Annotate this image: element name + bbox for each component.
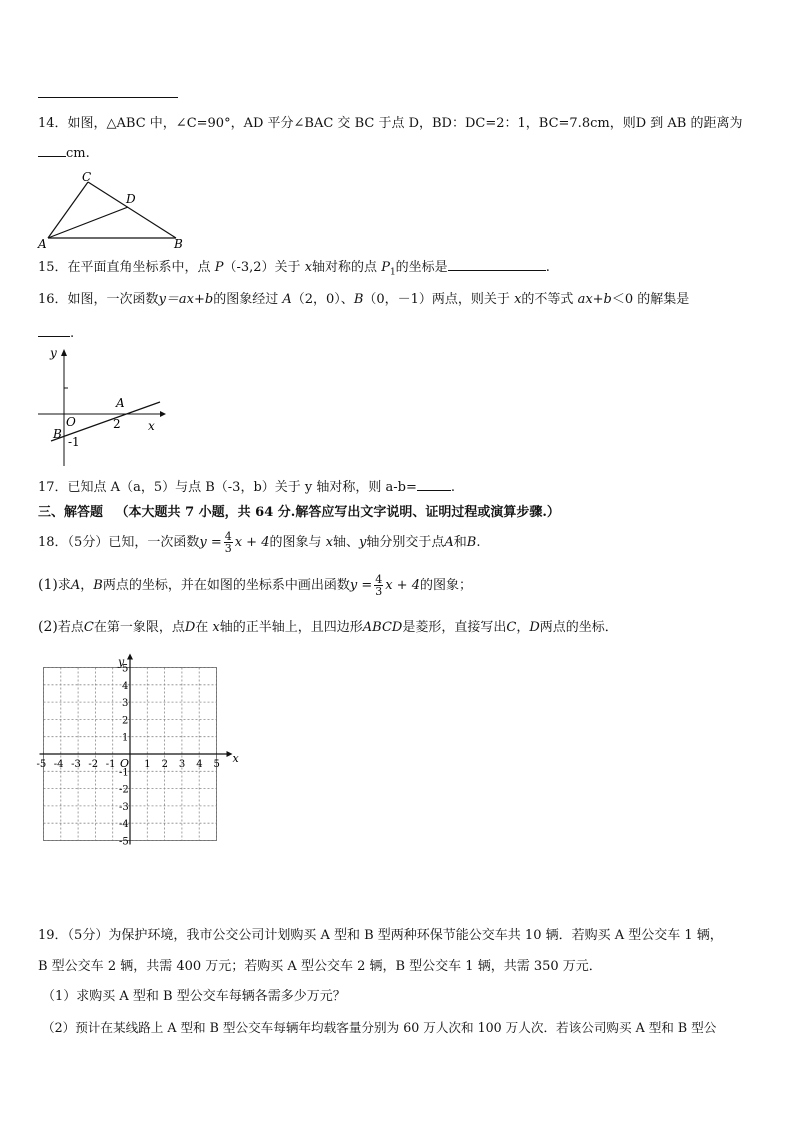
q14-label-A: A — [38, 237, 47, 250]
q16-func: y＝ax+b — [158, 292, 214, 307]
q15-text-b: 关于 — [274, 260, 301, 275]
q18-part2-x: x — [212, 620, 220, 635]
q16-label-y: y — [50, 346, 57, 360]
q15-point-p1: P — [381, 260, 390, 275]
q14-line1 — [38, 116, 742, 132]
q17-answer-blank[interactable] — [417, 490, 451, 491]
q15-line — [38, 260, 550, 281]
grid-x-label: x — [232, 752, 239, 765]
q16-label-neg1: -1 — [68, 435, 80, 449]
q18-part2-d: 轴的正半轴上，且四边形 — [219, 620, 363, 635]
q18-text-a: 已知，一次函数 — [108, 535, 200, 550]
q15-axis: x — [304, 260, 313, 275]
q18-part1-A: A — [70, 578, 81, 593]
section3-heading — [38, 505, 560, 521]
q14-label-C: C — [82, 170, 92, 184]
grid-y-tick-label: 3 — [122, 698, 129, 710]
q18-part1-x-plus: x + 4 — [385, 578, 420, 593]
q18-part2-c: 在 — [195, 620, 209, 635]
q18-part1 — [38, 570, 472, 601]
grid-x-tick-label: 5 — [213, 759, 220, 770]
q15-point-p: P — [214, 260, 224, 275]
q18-part1-B: B — [93, 578, 103, 593]
q19-part1 — [42, 989, 346, 1005]
q18-part1-b: 两点的坐标，并在如图的坐标系中画出函数 — [102, 578, 350, 593]
grid-x-tick-label: 3 — [178, 759, 186, 770]
q14-side-AC — [48, 182, 88, 238]
q18-part2-comma: ， — [516, 620, 530, 635]
q19-part2 — [42, 1020, 716, 1036]
section3-note: （本大题共 7 小题，共 64 分.解答应写出文字说明、证明过程或演算步骤.） — [115, 505, 560, 520]
q16-line1 — [38, 292, 689, 308]
grid-y-tick-label: 1 — [122, 732, 129, 744]
q14-label-B: B — [174, 237, 183, 250]
q16-pt-a-coords: （2，0）、 — [291, 292, 354, 307]
q18-part1-frac-den: 3 — [375, 585, 383, 598]
q16-y-arrow — [61, 349, 67, 356]
q15-text-c: 轴对称的点 — [312, 260, 378, 275]
q18-part1-fraction — [374, 574, 383, 597]
q14-text: 如图，△ABC 中，∠C=90°，AD 平分∠BAC 交 BC 于点 D，BD：DC=2：1，BC=7.8cm，则D 到 AB 的距离为 — [67, 116, 743, 131]
grid-x-tick-label: -2 — [88, 759, 99, 770]
grid-x-tick-label: 4 — [196, 759, 203, 770]
q18-part1-comma: ， — [80, 578, 94, 593]
q18-part2-D2: D — [529, 620, 540, 635]
q18-x-axis: x — [325, 535, 333, 550]
q16-pt-b-coords: （0，－1） — [363, 292, 432, 307]
q18-part2-e: 是菱形，直接写出 — [402, 620, 507, 635]
q19-line2 — [38, 959, 602, 975]
q16-label-b: B — [53, 427, 62, 441]
grid-y-arrow — [127, 654, 133, 660]
q19-line1-text: 为保护环境，我市公交公司计划购买 A 型和 B 型两种环保节能公交车共 10 辆．若购买 A 型公交车 1 辆， — [108, 928, 723, 943]
grid-x-tick-label: -3 — [71, 759, 81, 770]
grid-y-tick-label: -2 — [119, 784, 129, 796]
q14-unit: cm. — [66, 146, 90, 161]
q16-text-a: 如图，一次函数 — [67, 292, 159, 307]
q18-part1-a: 求 — [57, 578, 71, 593]
q18-y-eq: y = — [199, 535, 222, 550]
q14-label-D: D — [126, 192, 136, 206]
q18-part2-C: C — [83, 620, 94, 635]
grid-labels — [37, 656, 240, 848]
q18-pt-a: A — [444, 535, 454, 550]
q18-pt-b: B — [466, 535, 477, 550]
q16-end: . — [70, 326, 75, 341]
q15-text-a: 在平面直角坐标系中，点 — [67, 260, 211, 275]
q19-part1-text: （1）求购买 A 型和 B 型公交车每辆各需多少万元？ — [42, 989, 346, 1004]
q14-segment-AD — [48, 207, 128, 238]
q18-x-plus: x + 4 — [234, 535, 270, 550]
grid-x-tick-label: -4 — [53, 759, 64, 770]
grid-x-tick-label: 2 — [161, 759, 168, 770]
q18-part2-b: 在第一象限，点 — [93, 620, 185, 635]
grid-x-tick-label: 1 — [144, 759, 151, 770]
q16-ineq: ax+b — [577, 292, 612, 307]
q18-y-axis: y — [359, 535, 367, 550]
q16-label-a: A — [116, 396, 125, 410]
q14-triangle-figure — [36, 170, 186, 250]
grid-y-label: y — [118, 655, 125, 669]
q14-line2 — [38, 146, 90, 162]
q19-score: （5分） — [67, 928, 109, 943]
q16-pt-b: B — [353, 292, 364, 307]
grid-y-tick-label: -4 — [119, 819, 129, 831]
q18-part2-ABCD: ABCD — [362, 620, 403, 635]
q14-number: 14． — [38, 116, 68, 131]
q15-end: . — [545, 260, 550, 275]
grid-y-tick-label: -1 — [119, 767, 129, 779]
q16-number: 16． — [38, 292, 68, 307]
q15-subscript: 1 — [389, 267, 396, 278]
q18-frac-num: 4 — [224, 530, 232, 543]
q18-part1-label: (1) — [38, 577, 58, 593]
q18-end: . — [476, 535, 481, 550]
q18-part1-y-eq: y = — [349, 578, 373, 593]
q18-score: （5分） — [67, 535, 109, 550]
q18-coordinate-grid — [30, 648, 240, 850]
q18-part2-f: 两点的坐标． — [539, 620, 618, 635]
q16-text-d: 的不等式 — [521, 292, 574, 307]
q16-label-origin: O — [66, 415, 76, 429]
q19-number: 19． — [38, 928, 68, 943]
q14-side-CB — [88, 182, 176, 238]
q18-part2-C2: C — [506, 620, 517, 635]
q18-text-d: 轴分别交于点 — [366, 535, 445, 550]
q17-text: 已知点 A（a，5）与点 B（-3，b）关于 y 轴对称，则 a-b= — [67, 480, 417, 495]
q19-line2-text: B 型公交车 2 辆，共需 400 万元；若购买 A 型公交车 2 辆，B 型公交车 1 辆，共需 350 万元． — [38, 959, 602, 974]
q18-part1-frac-num: 4 — [375, 573, 383, 586]
grid-y-tick-label: 2 — [122, 715, 129, 727]
q18-frac-den: 3 — [224, 542, 232, 555]
q19-part2-text: （2）预计在某线路上 A 型和 B 型公交车每辆年均载客量分别为 60 万人次和 100 万人次．若该公司购买 A 型和 B 型公 — [42, 1020, 717, 1035]
q16-answer-blank[interactable] — [38, 336, 70, 337]
q17-line — [38, 480, 455, 496]
grid-y-tick-label: -5 — [119, 836, 129, 848]
q16-x-arrow — [160, 411, 166, 417]
q15-number: 15． — [38, 260, 68, 275]
q16-text-c: 两点，则关于 — [431, 292, 510, 307]
grid-y-tick-label: 5 — [122, 663, 129, 675]
q18-and: 和 — [453, 535, 467, 550]
q14-answer-blank[interactable] — [38, 156, 66, 157]
section3-title: 三、解答题 — [38, 505, 104, 520]
q18-line1 — [38, 528, 480, 558]
q16-label-2: 2 — [113, 417, 121, 431]
q16-label-x: x — [148, 419, 155, 433]
q15-text-d: 的坐标是 — [395, 260, 448, 275]
header-rule — [38, 97, 178, 98]
q15-coords: （-3,2） — [223, 260, 275, 275]
q18-part2-D: D — [184, 620, 196, 635]
q18-number: 18． — [38, 535, 68, 550]
q17-number: 17． — [38, 480, 68, 495]
grid-axes — [40, 654, 233, 845]
q17-end: . — [450, 480, 455, 495]
q18-part2-a: 若点 — [57, 620, 84, 635]
q16-text-b: 的图象经过 — [213, 292, 279, 307]
q16-var: x — [514, 292, 522, 307]
q18-part2-label: (2) — [38, 619, 58, 635]
q19-line1 — [38, 928, 723, 944]
q16-line2 — [38, 326, 74, 342]
q16-text-e: ＜0 的解集是 — [611, 292, 690, 307]
grid-x-tick-label: -5 — [36, 759, 47, 770]
q18-fraction — [224, 531, 233, 554]
q18-part2 — [38, 617, 618, 638]
q18-text-b: 的图象与 — [269, 535, 322, 550]
q18-part1-end: 的图象； — [419, 578, 472, 593]
grid-origin-label: O — [120, 757, 130, 770]
q16-pt-a: A — [282, 292, 292, 307]
grid-y-tick-label: -3 — [119, 801, 129, 813]
grid-x-tick-label: -1 — [105, 759, 116, 770]
q18-text-c: 轴、 — [332, 535, 359, 550]
q16-graph-figure — [36, 346, 166, 468]
q15-answer-blank[interactable] — [448, 270, 546, 271]
grid-y-tick-label: 4 — [122, 680, 129, 692]
